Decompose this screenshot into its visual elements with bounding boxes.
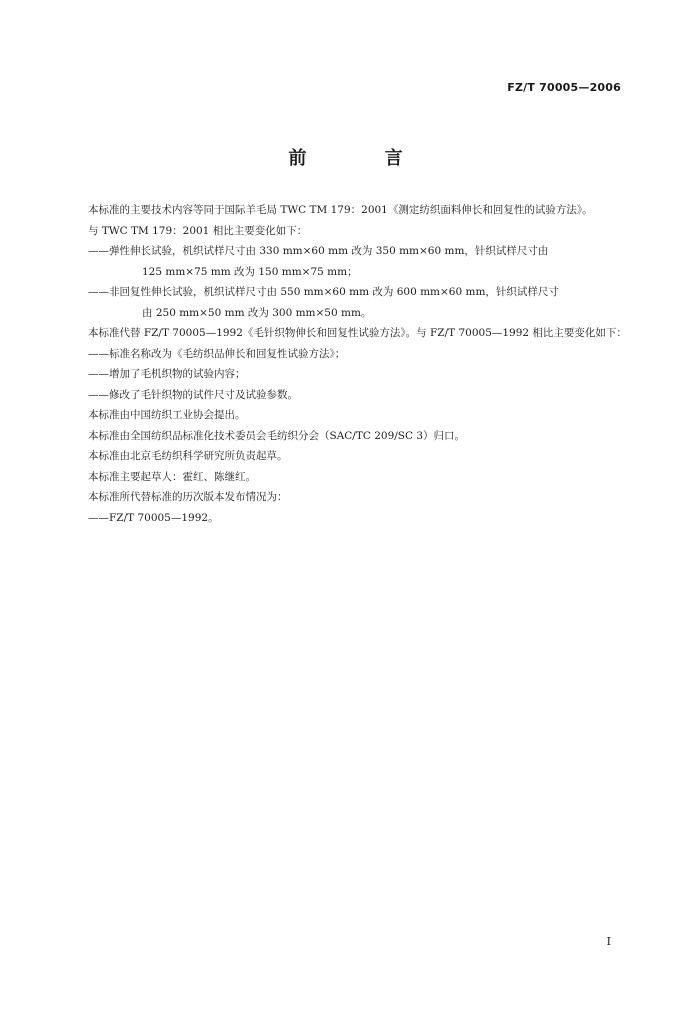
- change-item-1-cont: 125 mm×75 mm 改为 150 mm×75 mm；: [142, 265, 358, 278]
- change-item-2-cont: 由 250 mm×50 mm 改为 300 mm×50 mm。: [142, 306, 372, 319]
- intro-paragraph: 本标准的主要技术内容等同于国际羊毛局 TWC TM 179：2001《测定纺织面料伸长和回复性的试验方法》。: [88, 204, 593, 216]
- history-intro: 本标准所代替标准的历次版本发布情况为：: [88, 491, 288, 503]
- drafters: 本标准主要起草人：霍红、陈继红。: [88, 470, 256, 483]
- managed-by: 本标准由全国纺织品标准化技术委员会毛纺织分会（SAC/TC 209/SC 3）归口。: [88, 429, 466, 442]
- change-item-2: ——非回复性伸长试验，机织试样尺寸由 550 mm×60 mm 改为 600 mm×60 mm，针织试样尺寸: [88, 286, 559, 298]
- page-number: I: [606, 935, 611, 948]
- replace-change-2: ——增加了毛机织物的试验内容；: [88, 368, 246, 380]
- replace-change-1: ——标准名称改为《毛纺织品伸长和回复性试验方法》；: [88, 347, 346, 360]
- proposed-by: 本标准由中国纺织工业协会提出。: [88, 409, 246, 421]
- drafted-by: 本标准由北京毛纺织科学研究所负责起草。: [88, 450, 288, 462]
- change-item-1: ——弹性伸长试验，机织试样尺寸由 330 mm×60 mm 改为 350 mm×60 mm，针织试样尺寸由: [88, 245, 549, 257]
- replace-change-3: ——修改了毛针织物的试件尺寸及试验参数。: [88, 388, 298, 401]
- foreword-body: [60, 200, 630, 528]
- standard-code: FZ/T 70005—2006: [507, 81, 621, 94]
- changes-intro: 与 TWC TM 179：2001 相比主要变化如下：: [88, 224, 308, 237]
- page-title: 前 言: [288, 148, 439, 169]
- history-item: ——FZ/T 70005—1992。: [88, 511, 219, 524]
- replaces-paragraph: 本标准代替 FZ/T 70005—1992《毛针织物伸长和回复性试验方法》。与 FZ/T 70005—1992 相比主要变化如下：: [88, 327, 627, 339]
